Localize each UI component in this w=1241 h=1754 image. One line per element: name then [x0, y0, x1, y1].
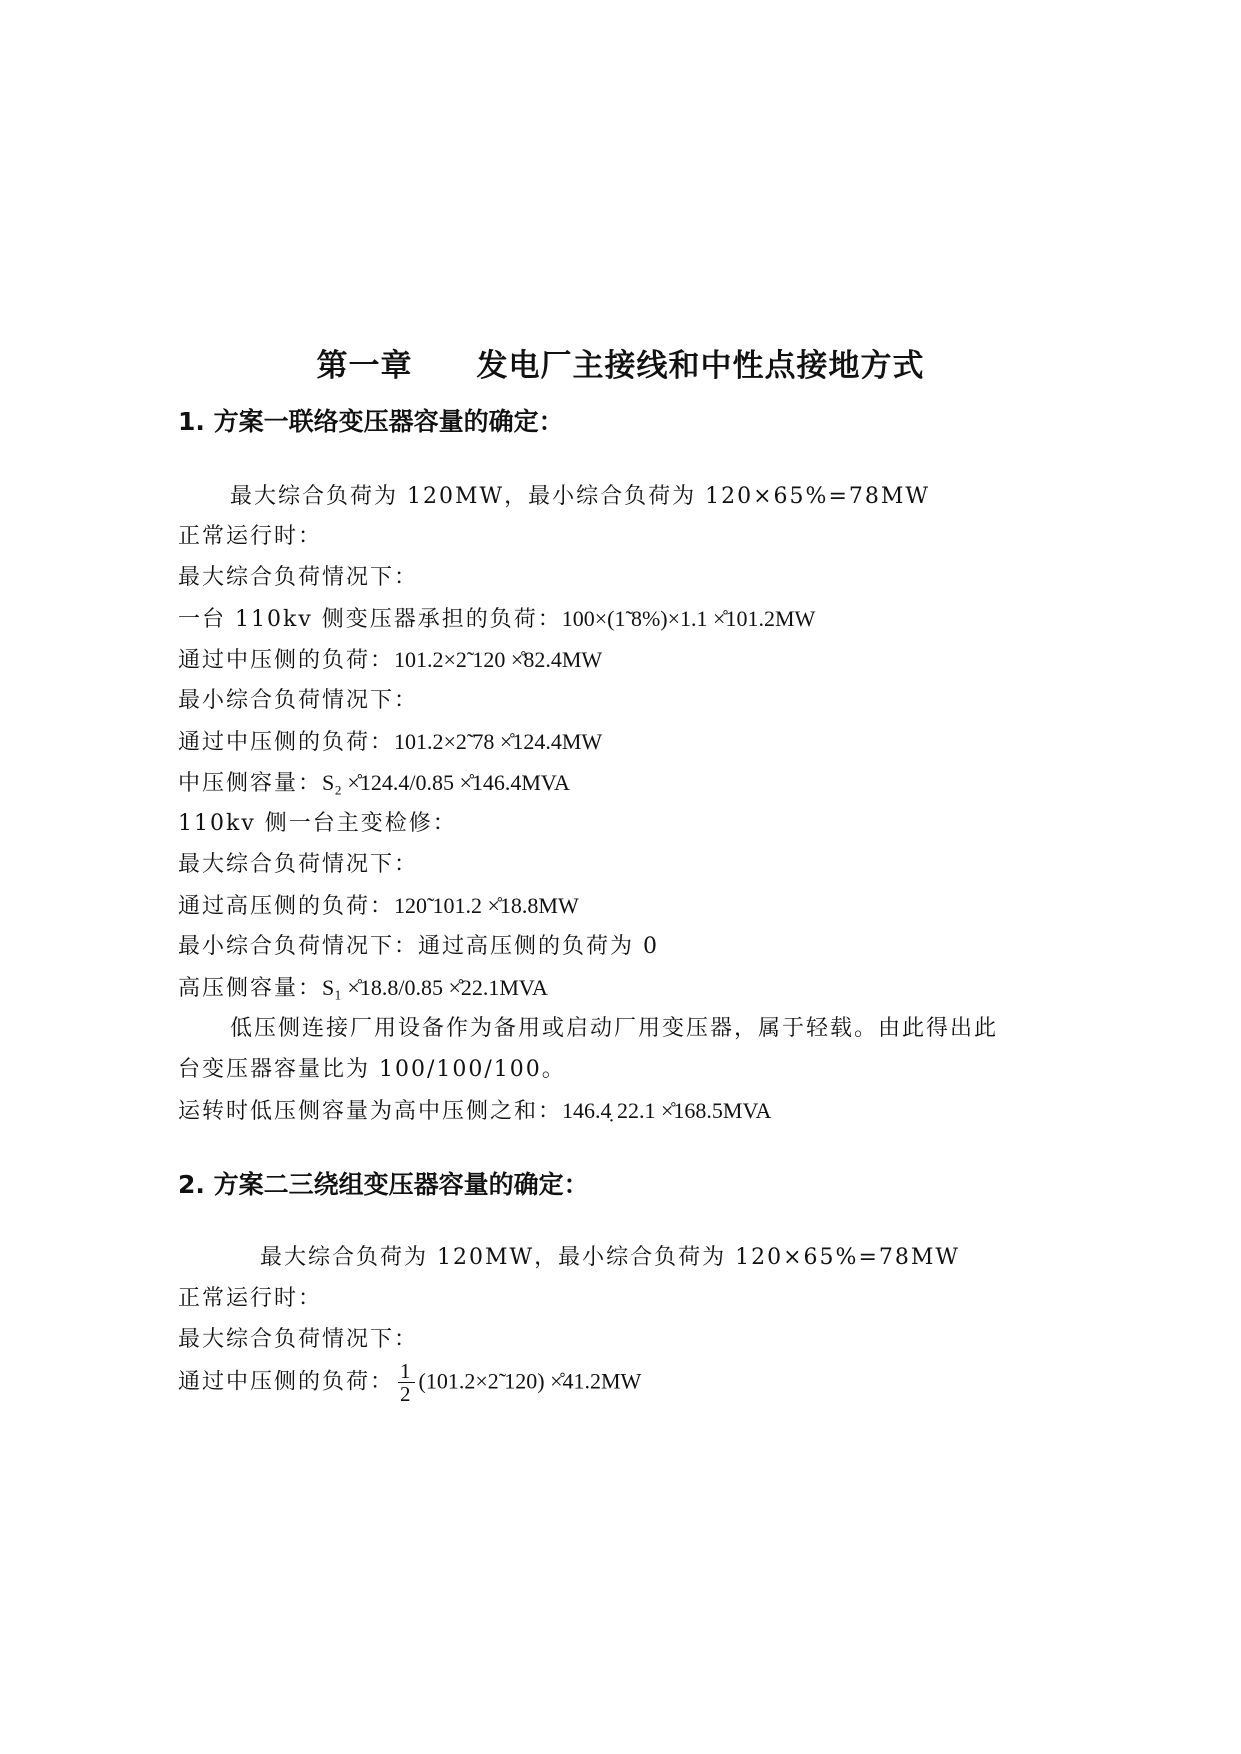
formula: 101.2×2̃ 120 ×̊82.4MW — [394, 647, 603, 672]
paragraph-line: 最大综合负荷情况下： — [178, 565, 419, 590]
text-label: 高压侧容量： — [178, 976, 323, 1001]
paragraph-line: 110kv 侧一台主变检修： — [178, 811, 457, 836]
paragraph-line: 最小综合负荷情况下：通过高压侧的负荷为 0 — [178, 934, 659, 959]
text-label: 中压侧容量： — [178, 771, 323, 796]
formula: 146.4̣ 22.1 ×̊168.5MVA — [562, 1098, 772, 1123]
paragraph-line — [178, 768, 570, 799]
paragraph-line: 最大综合负荷情况下： — [178, 1327, 419, 1352]
paragraph-line — [178, 1360, 641, 1405]
text-label: 运转时低压侧容量为高中压侧之和： — [178, 1099, 563, 1124]
paragraph-line: 最大综合负荷为 120MW，最小综合负荷为 120×65%=78MW — [230, 484, 931, 509]
paragraph-line — [178, 727, 602, 758]
paragraph-line: 低压侧连接厂用设备作为备用或启动厂用变压器，属于轻载。由此得出此 — [230, 1016, 999, 1041]
text-label: 通过中压侧的负荷： — [178, 648, 395, 673]
section-heading-2: 2. 方案二三绕组变压器容量的确定： — [178, 1170, 589, 1199]
paragraph-line: 台变压器容量比为 100/100/100。 — [178, 1057, 566, 1082]
formula: 100×(1̃ 8%)×1.1 ×̊101.2MW — [561, 606, 816, 631]
fraction — [398, 1360, 415, 1405]
paragraph-line — [178, 1096, 771, 1127]
paragraph-line — [178, 645, 602, 676]
formula: 120̃ 101.2 ×̊18.8MW — [394, 893, 579, 918]
formula: (101.2×2̃ 120) ×̊41.2MW — [418, 1368, 642, 1394]
formula: 101.2×2̃ 78 ×̊124.4MW — [394, 729, 603, 754]
paragraph-line: 最小综合负荷情况下： — [178, 688, 419, 713]
paragraph-line: 最大综合负荷为 120MW，最小综合负荷为 120×65%=78MW — [260, 1245, 961, 1270]
section-heading-1: 1. 方案一联络变压器容量的确定： — [178, 407, 564, 436]
fraction-numerator: 1 — [400, 1359, 413, 1383]
chapter-title: 第一章 发电厂主接线和中性点接地方式 — [316, 348, 925, 384]
text-label: 一台 110kv 侧变压器承担的负荷： — [178, 607, 562, 632]
paragraph-line — [178, 604, 815, 635]
paragraph-line: 正常运行时： — [178, 1286, 323, 1311]
text-label: 通过中压侧的负荷： — [178, 1369, 395, 1395]
paragraph-line: 最大综合负荷情况下： — [178, 852, 419, 877]
fraction-denominator: 2 — [400, 1382, 413, 1406]
formula: S₂ ×̊124.4/0.85 ×̊146.4MVA — [322, 770, 570, 795]
text-label: 通过高压侧的负荷： — [178, 894, 395, 919]
formula: S₁ ×̊18.8/0.85 ×̊22.1MVA — [322, 975, 548, 1000]
paragraph-line — [178, 973, 548, 1004]
text-label: 通过中压侧的负荷： — [178, 730, 395, 755]
paragraph-line — [178, 891, 579, 922]
paragraph-line: 正常运行时： — [178, 524, 323, 549]
